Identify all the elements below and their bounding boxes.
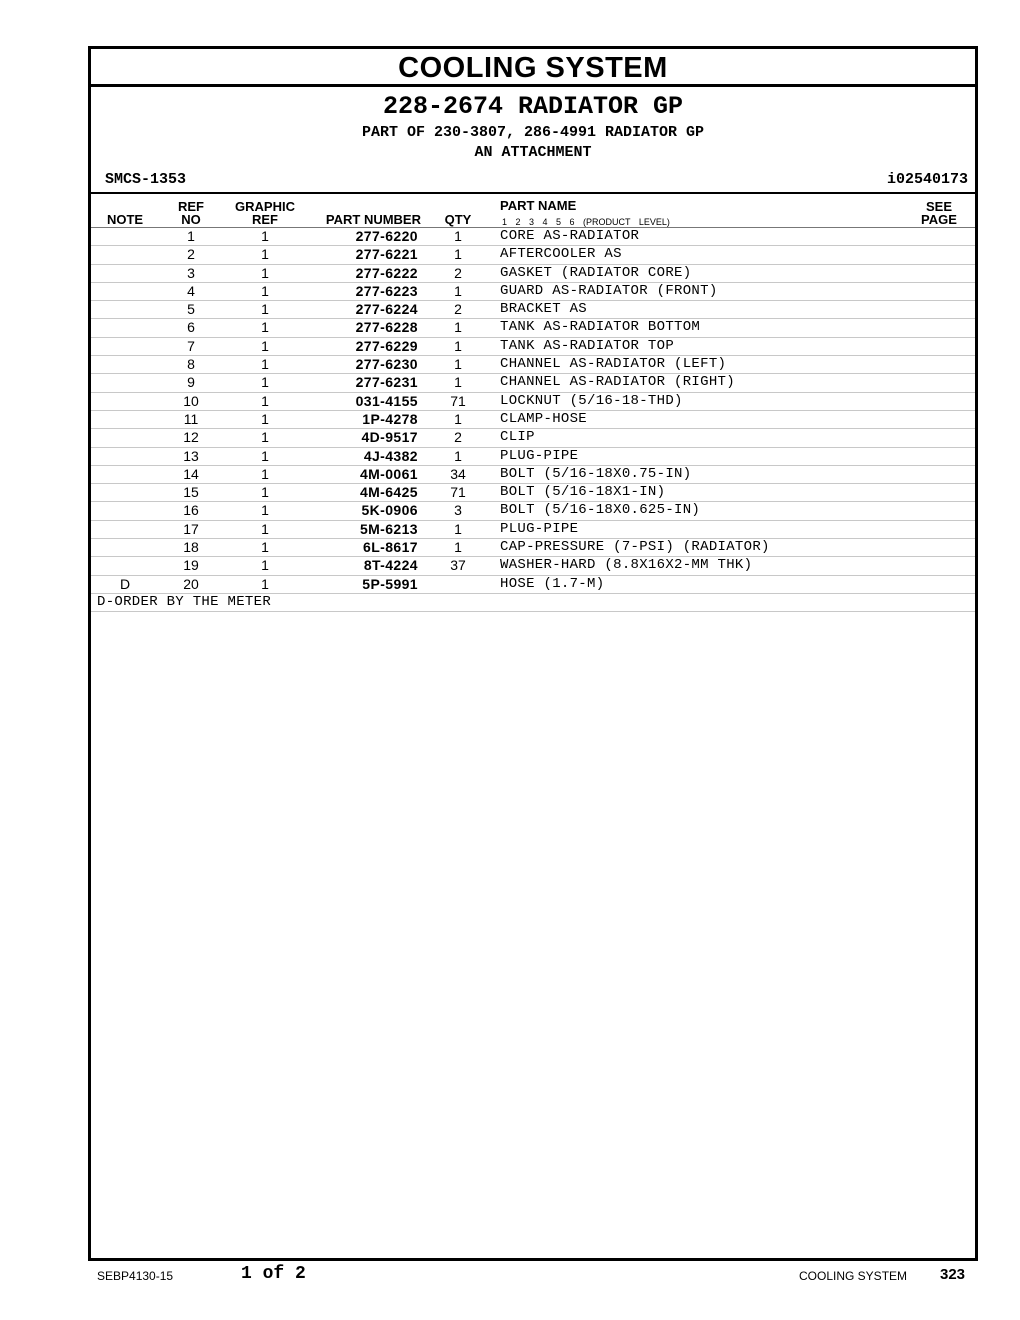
row-part-number: 5K-0906 [361,502,418,519]
row-ref-no: 15 [183,484,199,501]
row-graphic-ref: 1 [261,557,269,574]
row-qty: 1 [454,337,462,354]
row-graphic-ref: 1 [261,429,269,446]
row-ref-no: 7 [187,337,195,354]
row-qty: 1 [454,246,462,263]
header-note: NOTE [106,212,144,227]
header-graphic-top: GRAPHIC [235,199,295,214]
table-row [91,319,975,337]
table-row [91,374,975,392]
row-part-name: TANK AS-RADIATOR TOP [500,337,675,354]
footer-doc-id: SEBP4130-15 [97,1269,174,1283]
row-qty: 2 [454,264,462,281]
row-part-name: PLUG-PIPE [500,447,579,464]
header-part-number: PART NUMBER [325,212,421,227]
row-qty: 1 [454,282,462,299]
row-part-number: 1P-4278 [362,410,418,427]
smcs-code: SMCS-1353 [105,171,187,188]
group-title: 228-2674 RADIATOR GP [382,92,684,121]
row-qty: 1 [454,319,462,336]
row-ref-no: 17 [183,520,199,537]
table-row [91,539,975,557]
table-row [91,448,975,466]
row-qty: 1 [454,374,462,391]
row-ref-no: 6 [187,319,195,336]
row-graphic-ref: 1 [261,319,269,336]
table-row [91,484,975,502]
row-qty: 71 [450,484,466,501]
row-part-number: 277-6224 [355,301,418,318]
table-row [91,411,975,429]
row-ref-no: 14 [183,465,199,482]
row-graphic-ref: 1 [261,228,269,244]
row-ref-no: 11 [183,410,199,427]
table-row [91,502,975,520]
row-ref-no: 18 [183,539,199,556]
header-see-top: SEE [925,199,952,214]
row-ref-no: 3 [187,264,195,281]
row-part-number: 277-6223 [355,282,418,299]
table-row [91,356,975,374]
row-note: D [119,575,131,592]
row-ref-no: 4 [187,282,195,299]
row-part-number: 277-6231 [355,374,418,391]
row-part-number: 277-6229 [355,337,418,354]
row-graphic-ref: 1 [261,410,269,427]
row-qty: 2 [454,429,462,446]
table-row [91,393,975,411]
row-qty: 1 [454,356,462,373]
row-graphic-ref: 1 [261,502,269,519]
row-graphic-ref: 1 [261,484,269,501]
row-part-name: BOLT (5/16-18X1-IN) [500,484,666,501]
footnote-row [91,594,975,612]
row-graphic-ref: 1 [261,539,269,556]
row-part-number: 4J-4382 [363,447,418,464]
row-graphic-ref: 1 [261,447,269,464]
row-graphic-ref: 1 [261,264,269,281]
table-row [91,338,975,356]
row-qty: 1 [454,228,462,244]
row-qty: 71 [450,392,466,409]
row-part-name: HOSE (1.7-M) [500,575,605,592]
row-qty: 1 [454,410,462,427]
row-part-name: BOLT (5/16-18X0.75-IN) [500,465,692,482]
header-graphic-bottom: REF [252,212,278,227]
row-graphic-ref: 1 [261,575,269,592]
row-graphic-ref: 1 [261,465,269,482]
row-graphic-ref: 1 [261,392,269,409]
attachment-line: AN ATTACHMENT [474,144,592,161]
section-title: COOLING SYSTEM [91,49,975,87]
header-ref-top: REF [178,199,204,214]
row-part-number: 4M-6425 [359,484,418,501]
row-part-number: 277-6230 [355,356,418,373]
row-ref-no: 13 [183,447,199,464]
row-part-name: CHANNEL AS-RADIATOR (LEFT) [500,356,727,373]
row-ref-no: 9 [187,374,195,391]
row-part-name: CORE AS-RADIATOR [500,228,640,244]
row-part-name: TANK AS-RADIATOR BOTTOM [500,319,701,336]
table-row [91,429,975,447]
row-graphic-ref: 1 [261,337,269,354]
row-part-name: WASHER-HARD (8.8X16X2-MM THK) [500,557,753,574]
row-qty: 37 [450,557,466,574]
row-part-number: 4M-0061 [359,465,418,482]
part-of-line: PART OF 230-3807, 286-4991 RADIATOR GP [361,124,705,141]
footer-section: COOLING SYSTEM [799,1269,908,1283]
row-ref-no: 2 [187,246,195,263]
column-headers [91,192,975,228]
row-graphic-ref: 1 [261,374,269,391]
row-graphic-ref: 1 [261,356,269,373]
row-ref-no: 20 [183,575,199,592]
row-ref-no: 19 [183,557,199,574]
parts-table [91,228,975,612]
row-qty: 1 [454,447,462,464]
parts-page-frame [88,46,978,1261]
row-ref-no: 10 [183,392,199,409]
table-row [91,246,975,264]
row-part-number: 4D-9517 [361,429,418,446]
row-part-number: 031-4155 [355,392,418,409]
row-qty: 1 [454,520,462,537]
row-part-number: 8T-4224 [363,557,418,574]
row-part-name: BOLT (5/16-18X0.625-IN) [500,502,701,519]
row-part-name: AFTERCOOLER AS [500,246,622,263]
row-part-number: 277-6221 [355,246,418,263]
header-see-bottom: PAGE [921,212,957,227]
row-ref-no: 12 [183,429,199,446]
row-graphic-ref: 1 [261,301,269,318]
row-qty: 2 [454,301,462,318]
row-part-name: CHANNEL AS-RADIATOR (RIGHT) [500,374,735,391]
row-part-number: 277-6222 [355,264,418,281]
row-part-number: 277-6228 [355,319,418,336]
illustration-id: i02540173 [886,171,968,188]
header-ref-bottom: NO [181,212,201,227]
row-part-name: PLUG-PIPE [500,520,579,537]
table-row [91,576,975,594]
row-ref-no: 16 [183,502,199,519]
row-part-name: GUARD AS-RADIATOR (FRONT) [500,282,718,299]
header-product-levels: 1 2 3 4 5 6 (PRODUCT LEVEL) [502,217,670,227]
row-ref-no: 8 [187,356,195,373]
row-part-number: 5P-5991 [362,575,418,592]
table-row [91,301,975,319]
row-qty: 34 [450,465,466,482]
table-row [91,557,975,575]
row-graphic-ref: 1 [261,246,269,263]
table-row [91,265,975,283]
row-part-number: 277-6220 [355,228,418,244]
footer-page-number: 323 [940,1266,966,1283]
table-row [91,228,975,246]
row-part-name: CLAMP-HOSE [500,410,588,427]
row-graphic-ref: 1 [261,520,269,537]
footer-page-of: 1 of 2 [241,1264,306,1284]
row-ref-no: 1 [187,228,195,244]
row-ref-no: 5 [187,301,195,318]
footnote-text: D-ORDER BY THE METER [97,593,272,610]
table-row [91,466,975,484]
row-graphic-ref: 1 [261,282,269,299]
row-part-name: GASKET (RADIATOR CORE) [500,264,692,281]
row-qty: 1 [454,539,462,556]
row-part-name: BRACKET AS [500,301,588,318]
row-part-name: CAP-PRESSURE (7-PSI) (RADIATOR) [500,539,770,556]
header-part-name: PART NAME [500,198,577,213]
row-part-name: LOCKNUT (5/16-18-THD) [500,392,683,409]
header-qty: QTY [444,212,472,227]
row-part-name: CLIP [500,429,535,446]
row-qty: 3 [454,502,462,519]
table-row [91,283,975,301]
table-row [91,521,975,539]
row-part-number: 6L-8617 [363,539,418,556]
row-part-number: 5M-6213 [359,520,418,537]
